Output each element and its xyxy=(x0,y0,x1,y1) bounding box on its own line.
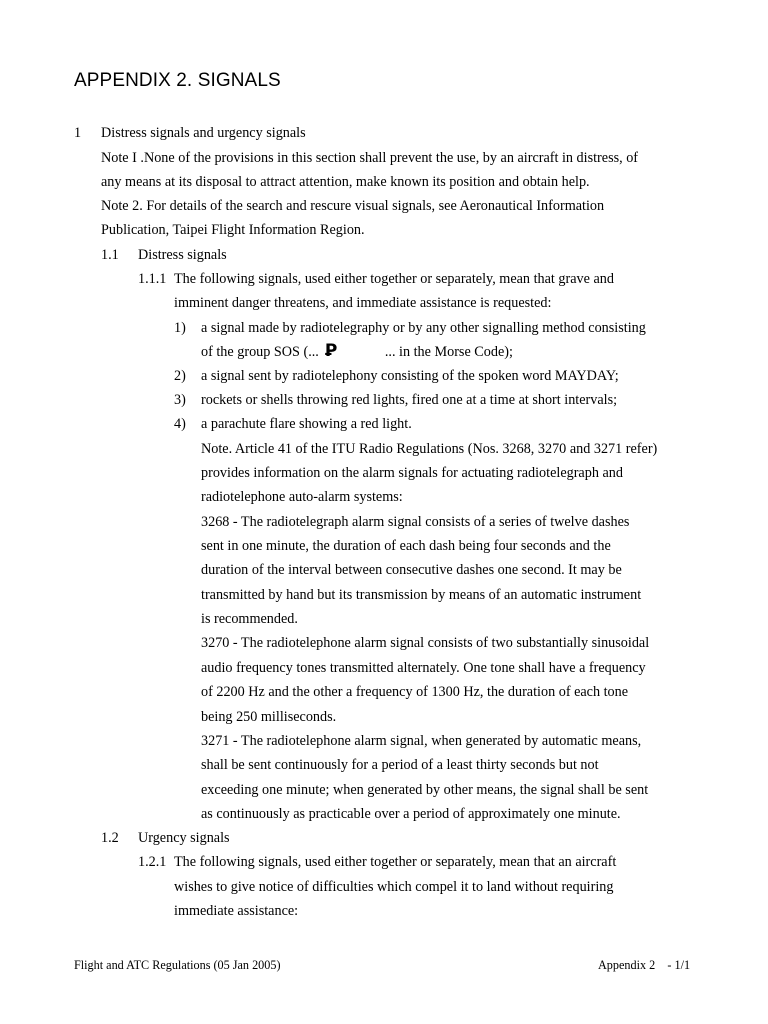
item-1-line-2 xyxy=(201,341,513,362)
item-1-line-2-end: ... in the Morse Code); xyxy=(384,344,513,360)
itu-note-line: shall be sent continuously for a period of a least thirty seconds but not xyxy=(201,757,599,773)
section-1-1-heading: Distress signals xyxy=(138,247,227,263)
item-4-number: 4) xyxy=(174,416,186,432)
section-1-2-number: 1.2 xyxy=(101,830,119,846)
page-title: APPENDIX 2. SIGNALS xyxy=(74,70,281,91)
itu-note-line: is recommended. xyxy=(201,611,298,627)
itu-note-line: transmitted by hand but its transmission by means of an automatic instrument xyxy=(201,587,642,603)
item-4-line-1: a parachute flare showing a red light. xyxy=(201,416,412,432)
itu-note-line: duration of the interval between consecutive dashes one second. It may be xyxy=(201,562,622,578)
itu-note-line: radiotelephone auto-alarm systems: xyxy=(201,489,403,505)
note-2-line-1: Note 2. For details of the search and rescure visual signals, see Aeronautical Information xyxy=(101,198,605,214)
section-1-heading: Distress signals and urgency signals xyxy=(101,125,306,141)
note-1-line-1: Note I .None of the provisions in this section shall prevent the use, by an aircraft in distress, of xyxy=(101,150,639,166)
item-2-number: 2) xyxy=(174,368,186,384)
item-1-line-2-start: of the group SOS (... xyxy=(201,344,319,360)
footer-right: Appendix 2 - 1/1 xyxy=(598,958,691,972)
itu-note-line: sent in one minute, the duration of each dash being four seconds and the xyxy=(201,538,611,554)
itu-note-line: exceeding one minute; when generated by other means, the signal shall be sent xyxy=(201,782,649,798)
note-2-line-2: Publication, Taipei Flight Information Region. xyxy=(101,222,365,238)
itu-note-line: 3268 - The radiotelegraph alarm signal consists of a series of twelve dashes xyxy=(201,514,630,530)
section-1-1-1-number: 1.1.1 xyxy=(138,271,167,287)
item-2-line-1: a signal sent by radiotelephony consisting of the spoken word MAYDAY; xyxy=(201,368,619,384)
section-1-2-1-line-2: wishes to give notice of difficulties which compel it to land without requiring xyxy=(174,879,614,895)
section-1-number: 1 xyxy=(74,125,82,141)
morse-glyph: Ꝑ xyxy=(324,341,338,361)
item-3-number: 3) xyxy=(174,392,186,408)
section-1-2-1-line-3: immediate assistance: xyxy=(174,903,299,919)
itu-note-line: provides information on the alarm signals for actuating radiotelegraph and xyxy=(201,465,623,481)
itu-note-line: 3270 - The radiotelephone alarm signal consists of two substantially sinusoidal xyxy=(201,635,650,651)
note-1-line-2: any means at its disposal to attract attention, make known its position and obtain help. xyxy=(101,174,590,190)
itu-note-line: audio frequency tones transmitted alternately. One tone shall have a frequency xyxy=(201,660,646,676)
item-1-number: 1) xyxy=(174,320,186,336)
section-1-1-1-line-2: imminent danger threatens, and immediate assistance is requested: xyxy=(174,295,552,311)
section-1-2-1-line-1: The following signals, used either together or separately, mean that an aircraft xyxy=(174,854,617,870)
footer-left: Flight and ATC Regulations (05 Jan 2005) xyxy=(74,958,281,972)
itu-note-line: 3271 - The radiotelephone alarm signal, when generated by automatic means, xyxy=(201,733,642,749)
item-1-line-1: a signal made by radiotelegraphy or by any other signalling method consisting xyxy=(201,320,646,336)
section-1-1-number: 1.1 xyxy=(101,247,119,263)
section-1-2-heading: Urgency signals xyxy=(138,830,230,846)
item-3-line-1: rockets or shells throwing red lights, fired one at a time at short intervals; xyxy=(201,392,618,408)
itu-note-line: being 250 milliseconds. xyxy=(201,709,337,725)
section-1-1-1-line-1: The following signals, used either together or separately, mean that grave and xyxy=(174,271,614,287)
itu-note-line: of 2200 Hz and the other a frequency of 1300 Hz, the duration of each tone xyxy=(201,684,629,700)
itu-note-line: as continuously as practicable over a period of approximately one minute. xyxy=(201,806,621,822)
section-1-2-1-number: 1.2.1 xyxy=(138,854,167,870)
itu-note-line: Note. Article 41 of the ITU Radio Regulations (Nos. 3268, 3270 and 3271 refer) xyxy=(201,441,658,457)
